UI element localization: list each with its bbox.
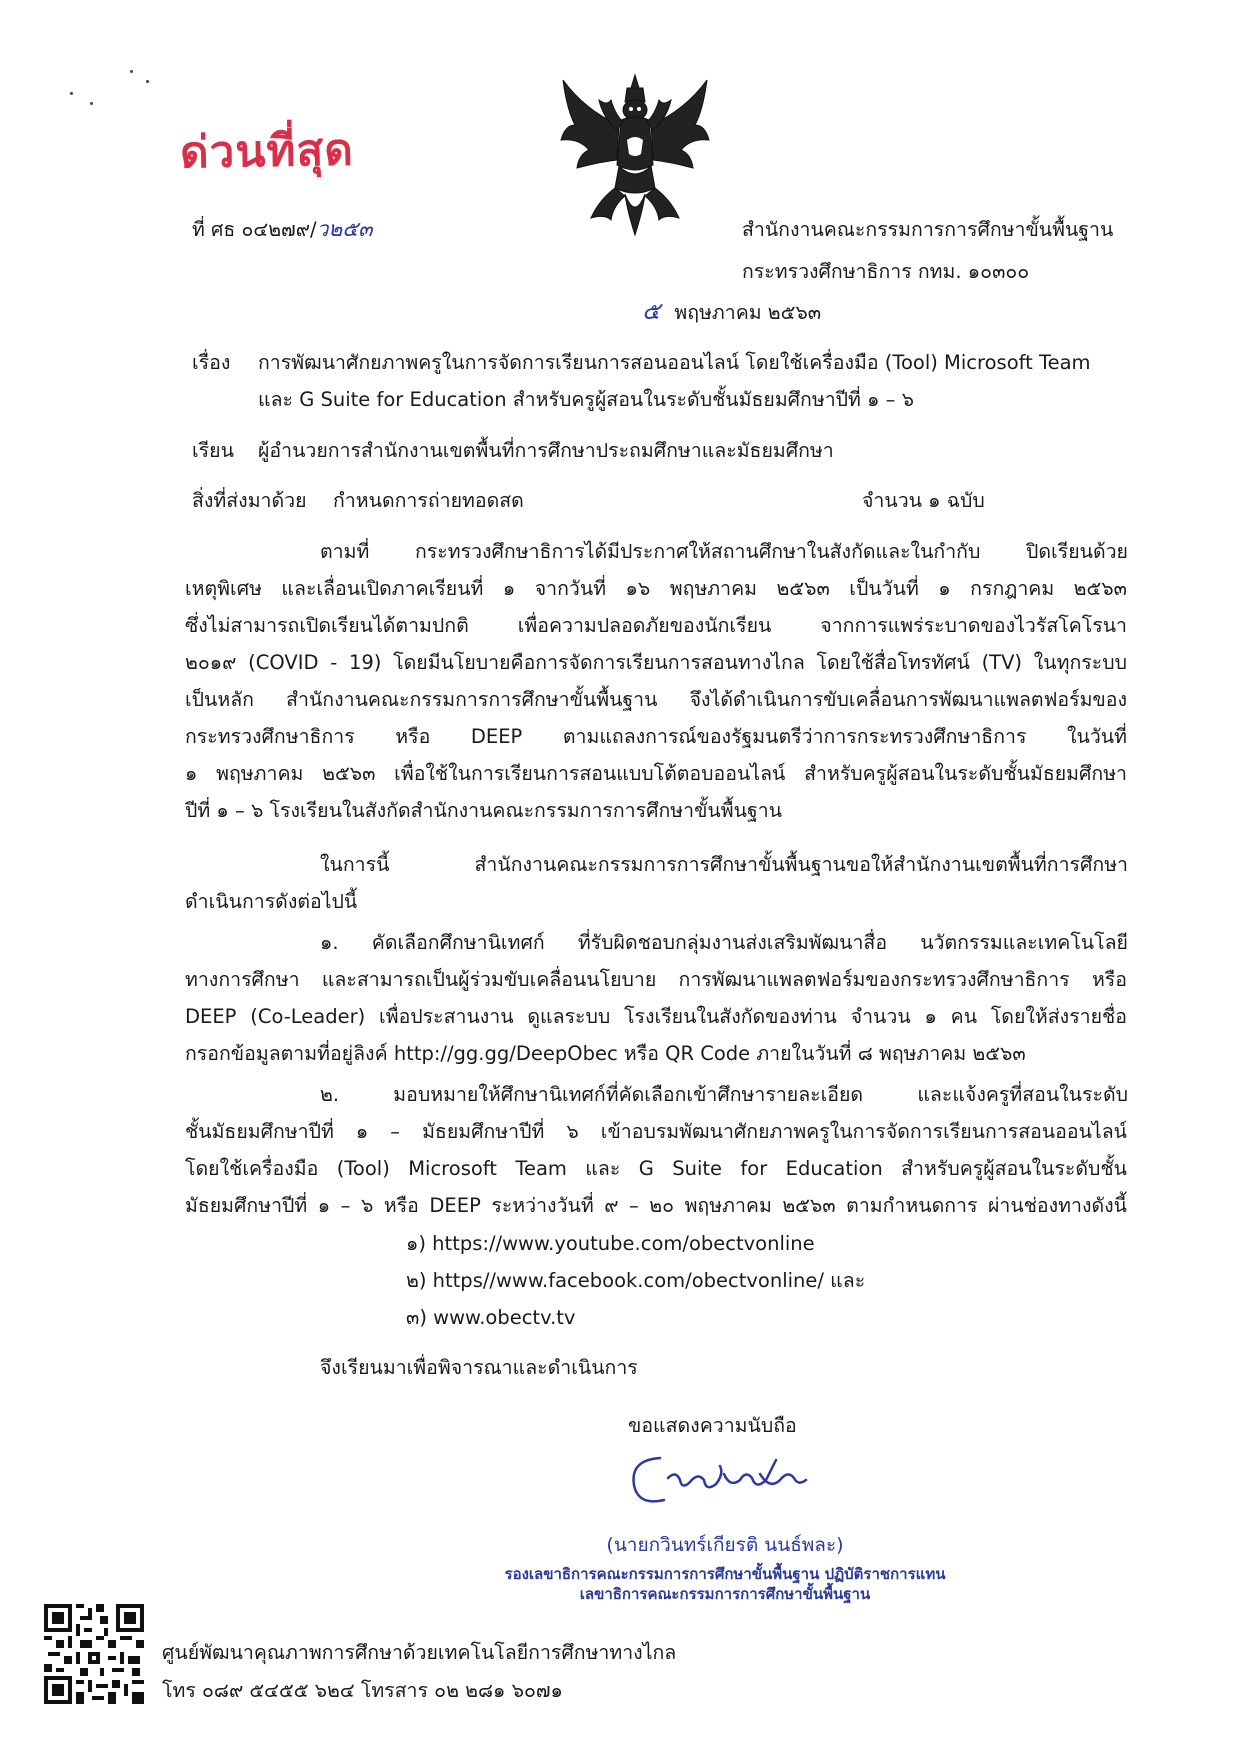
closing-line: จึงเรียนมาเพื่อพิจารณาและดำเนินการ xyxy=(320,1356,638,1379)
body-p1-line: ๑ พฤษภาคม ๒๕๖๓ เพื่อใช้ในการเรียนการสอนแบบโต้ตอบออนไลน์ สำหรับครูผู้สอนในระดับชั้นมัธยมศึกษา xyxy=(185,762,1127,785)
body-p1-line: เหตุพิเศษ และเลื่อนเปิดภาคเรียนที่ ๑ จากวันที่ ๑๖ พฤษภาคม ๒๕๖๓ เป็นวันที่ ๑ กรกฎาคม ๒๕๖๓ xyxy=(185,577,1127,600)
footer-contact: โทร ๐๘๙ ๕๔๕๕ ๖๒๔ โทรสาร ๐๒ ๒๘๑ ๖๐๗๑ xyxy=(162,1679,563,1702)
document-number-handwritten: ว๒๕๓ xyxy=(316,217,373,241)
urgency-stamp: ด่วนที่สุด xyxy=(179,124,355,179)
channel-youtube-link[interactable]: ๑) https://www.youtube.com/obectvonline xyxy=(406,1232,815,1255)
garuda-emblem-icon xyxy=(555,70,715,240)
date-month-year: พฤษภาคม ๒๕๖๓ xyxy=(674,301,822,324)
body-p1-line: ซึ่งไม่สามารถเปิดเรียนได้ตามปกติ เพื่อความปลอดภัยของนักเรียน จากการแพร่ระบาดของไวรัสโคโรนา xyxy=(185,614,1127,637)
scan-speck xyxy=(130,70,133,73)
signatory-title-1: รองเลขาธิการคณะกรรมการการศึกษาขั้นพื้นฐาน ปฏิบัติราชการแทน xyxy=(504,1565,946,1583)
signatory-name: (นายกวินทร์เกียรติ นนธ์พละ) xyxy=(606,1534,844,1556)
enclosure-label: สิ่งที่ส่งมาด้วย xyxy=(192,489,307,512)
enclosure-count: จำนวน ๑ ฉบับ xyxy=(862,489,985,512)
body-p1-line: กระทรวงศึกษาธิการ หรือ DEEP ตามแถลงการณ์ของรัฐมนตรีว่าการกระทรวงศึกษาธิการ ในวันที่ xyxy=(185,725,1127,748)
scan-speck xyxy=(70,92,73,95)
body-item1-line: ทางการศึกษา และสามารถเป็นผู้ร่วมขับเคลื่อนนโยบาย การพัฒนาแพลตฟอร์มของกระทรวงศึกษาธิการ หรือ xyxy=(185,968,1127,991)
scan-speck xyxy=(90,102,93,105)
footer-unit: ศูนย์พัฒนาคุณภาพการศึกษาด้วยเทคโนโลยีการศึกษาทางไกล xyxy=(162,1641,677,1664)
body-item1-line: DEEP (Co-Leader) เพื่อประสานงาน ดูแลระบบ โรงเรียนในสังกัดของท่าน จำนวน ๑ คน โดยให้ส่งรายชื่อ xyxy=(185,1005,1127,1028)
body-item2-line: ชั้นมัธยมศึกษาปีที่ ๑ – มัธยมศึกษาปีที่ ๖ เข้าอบรมพัฒนาศักยภาพครูในการจัดการเรียนการสอนออนไลน์ xyxy=(185,1120,1127,1143)
office-line-1: สำนักงานคณะกรรมการการศึกษาขั้นพื้นฐาน xyxy=(742,218,1114,241)
subject-line-2: และ G Suite for Education สำหรับครูผู้สอนในระดับชั้นมัธยมศึกษาปีที่ ๑ – ๖ xyxy=(258,388,914,411)
body-item2-line: ๒. มอบหมายให้ศึกษานิเทศก์ที่คัดเลือกเข้าศึกษารายละเอียด และแจ้งครูที่สอนในระดับ xyxy=(320,1083,1128,1106)
issuing-office xyxy=(742,217,1113,285)
body-item1-line: ๑. คัดเลือกศึกษานิเทศก์ ที่รับผิดชอบกลุ่มงานส่งเสริมพัฒนาสื่อ นวัตกรรมและเทคโนโลยี xyxy=(320,931,1128,954)
body-p1-line: ปีที่ ๑ – ๖ โรงเรียนในสังกัดสำนักงานคณะกรรมการการศึกษาขั้นพื้นฐาน xyxy=(185,799,782,822)
scan-speck xyxy=(146,80,149,83)
body-item2-line: โดยใช้เครื่องมือ (Tool) Microsoft Team และ G Suite for Education สำหรับครูผู้สอนในระดับชั้น xyxy=(185,1157,1127,1180)
document-number-prefix: ที่ ศธ ๐๔๒๗๙/ xyxy=(192,218,317,241)
signatory-title-2: เลขาธิการคณะกรรมการการศึกษาขั้นพื้นฐาน xyxy=(579,1585,871,1603)
document-number xyxy=(192,213,372,246)
recipient-text: ผู้อำนวยการสำนักงานเขตพื้นที่การศึกษาประถมศึกษาและมัธยมศึกษา xyxy=(258,439,834,462)
body-p2-line: ดำเนินการดังต่อไปนี้ xyxy=(185,890,358,913)
channel-facebook-link[interactable]: ๒) https//www.facebook.com/obectvonline/ และ xyxy=(406,1269,866,1292)
date-day-handwritten: ๕ xyxy=(642,297,661,325)
regards-line: ขอแสดงความนับถือ xyxy=(628,1414,797,1437)
body-p1-line: ตามที่ กระทรวงศึกษาธิการได้มีประกาศให้สถานศึกษาในสังกัดและในกำกับ ปิดเรียนด้วย xyxy=(320,540,1128,563)
body-item2-line: มัธยมศึกษาปีที่ ๑ – ๖ หรือ DEEP ระหว่างวันที่ ๙ – ๒๐ พฤษภาคม ๒๕๖๓ ตามกำหนดการ ผ่านช่องทางดังนี้ xyxy=(185,1194,1127,1217)
signature-block xyxy=(495,1530,955,1604)
subject-label: เรื่อง xyxy=(192,351,231,374)
enclosure-text: กำหนดการถ่ายทอดสด xyxy=(333,489,524,512)
qr-code-icon[interactable] xyxy=(44,1604,144,1704)
body-p2-line: ในการนี้ สำนักงานคณะกรรมการการศึกษาขั้นพื้นฐานขอให้สำนักงานเขตพื้นที่การศึกษา xyxy=(320,853,1128,876)
body-item1-line: กรอกข้อมูลตามที่อยู่ลิงค์ http://gg.gg/DeepObec หรือ QR Code ภายในวันที่ ๘ พฤษภาคม ๒๕๖๓ xyxy=(185,1042,1026,1065)
body-p1-line: ๒๐๑๙ (COVID - 19) โดยมีนโยบายคือการจัดการเรียนการสอนทางไกล โดยใช้สื่อโทรทัศน์ (TV) ในทุกระบบ xyxy=(185,651,1127,674)
office-line-2: กระทรวงศึกษาธิการ กทม. ๑๐๓๐๐ xyxy=(742,260,1030,283)
recipient-label: เรียน xyxy=(192,439,234,462)
handwritten-signature-icon xyxy=(620,1440,820,1515)
document-date xyxy=(642,298,821,326)
body-p1-line: เป็นหลัก สำนักงานคณะกรรมการการศึกษาขั้นพื้นฐาน จึงได้ดำเนินการขับเคลื่อนการพัฒนาแพลตฟอร์มของ xyxy=(185,688,1127,711)
channel-website-link[interactable]: ๓) www.obectv.tv xyxy=(406,1306,576,1329)
subject-line-1: การพัฒนาศักยภาพครูในการจัดการเรียนการสอนออนไลน์ โดยใช้เครื่องมือ (Tool) Microsoft Team xyxy=(258,351,1091,374)
